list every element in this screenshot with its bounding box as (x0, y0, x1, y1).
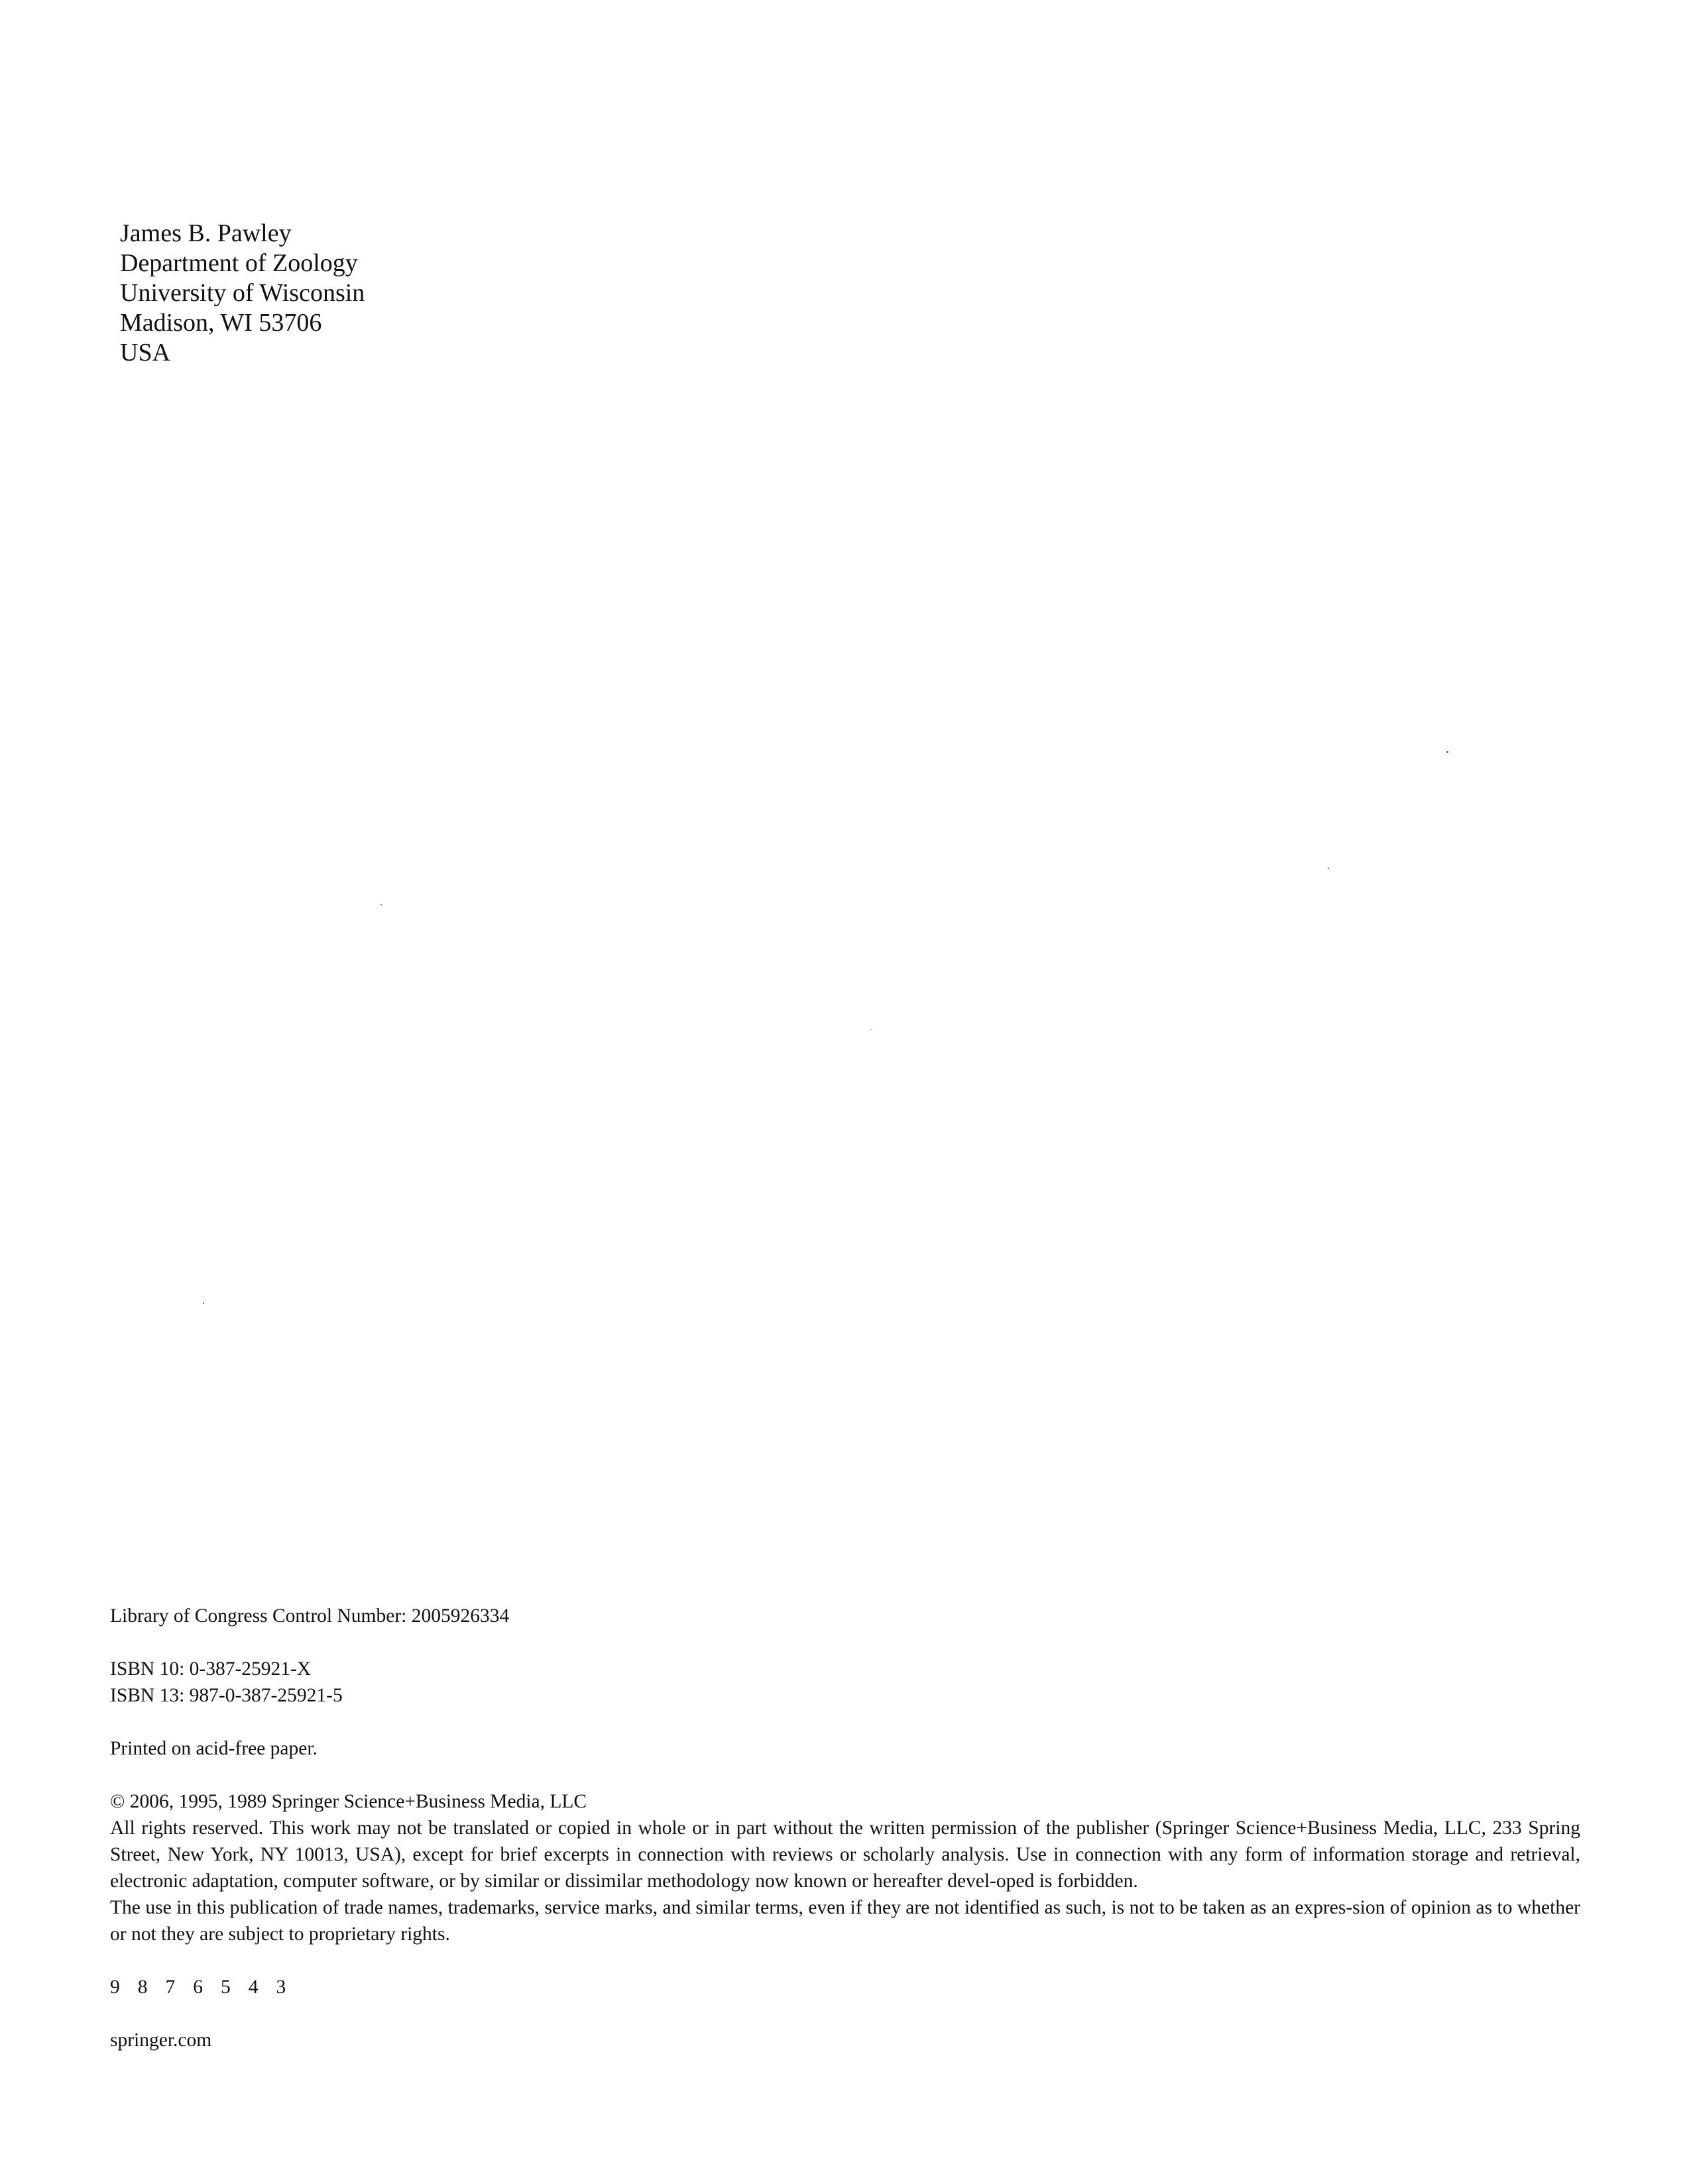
scan-speck (203, 1302, 204, 1304)
rights-paragraph: All rights reserved. This work may not be translated or copied in whole or in part without the written permission of the publisher (Springer Science+Business Media, LLC, 233 Spring Street, New York, NY 10013, USA), except for brief excerpts in connection with reviews or scholarly analysis. Use in connection with any form of information storage and retrieval, electronic adaptation, computer software, or by similar or dissimilar methodology now known or hereafter devel-oped is forbidden. (110, 1817, 1580, 1892)
author-university: University of Wisconsin (120, 279, 365, 307)
publisher-website: springer.com (110, 2030, 212, 2051)
author-name: James B. Pawley (120, 219, 292, 247)
author-address-block (120, 219, 365, 368)
author-country: USA (120, 339, 171, 367)
scan-speck (380, 904, 382, 905)
printing-number: 5 (221, 1977, 231, 1998)
trademarks-paragraph: The use in this publication of trade names, trademarks, service marks, and similar terms, even if they are not identified as such, is not to be taken as an expres-sion of opinion as to whether or not they are subject to proprietary rights. (110, 1897, 1580, 1945)
printing-number: 4 (248, 1977, 259, 1998)
printing-number: 8 (137, 1977, 148, 1998)
scan-speck (1446, 751, 1448, 753)
printing-number: 3 (276, 1977, 286, 1998)
acid-free-paper-line: Printed on acid-free paper. (110, 1738, 318, 1759)
printing-number: 9 (110, 1977, 120, 1998)
scan-speck (870, 1029, 872, 1030)
author-department: Department of Zoology (120, 249, 358, 277)
isbn10-line: ISBN 10: 0-387-25921-X (110, 1658, 312, 1680)
author-city: Madison, WI 53706 (120, 309, 322, 337)
lccn-line: Library of Congress Control Number: 2005926334 (110, 1605, 510, 1627)
isbn13-line: ISBN 13: 987-0-387-25921-5 (110, 1685, 343, 1706)
printing-number: 6 (193, 1977, 203, 1998)
copyright-line: © 2006, 1995, 1989 Springer Science+Business Media, LLC (110, 1791, 587, 1812)
printing-number: 7 (165, 1977, 176, 1998)
scan-speck (1328, 868, 1329, 869)
printing-number-line (110, 1974, 1580, 2000)
imprint-block (110, 1603, 1580, 2053)
